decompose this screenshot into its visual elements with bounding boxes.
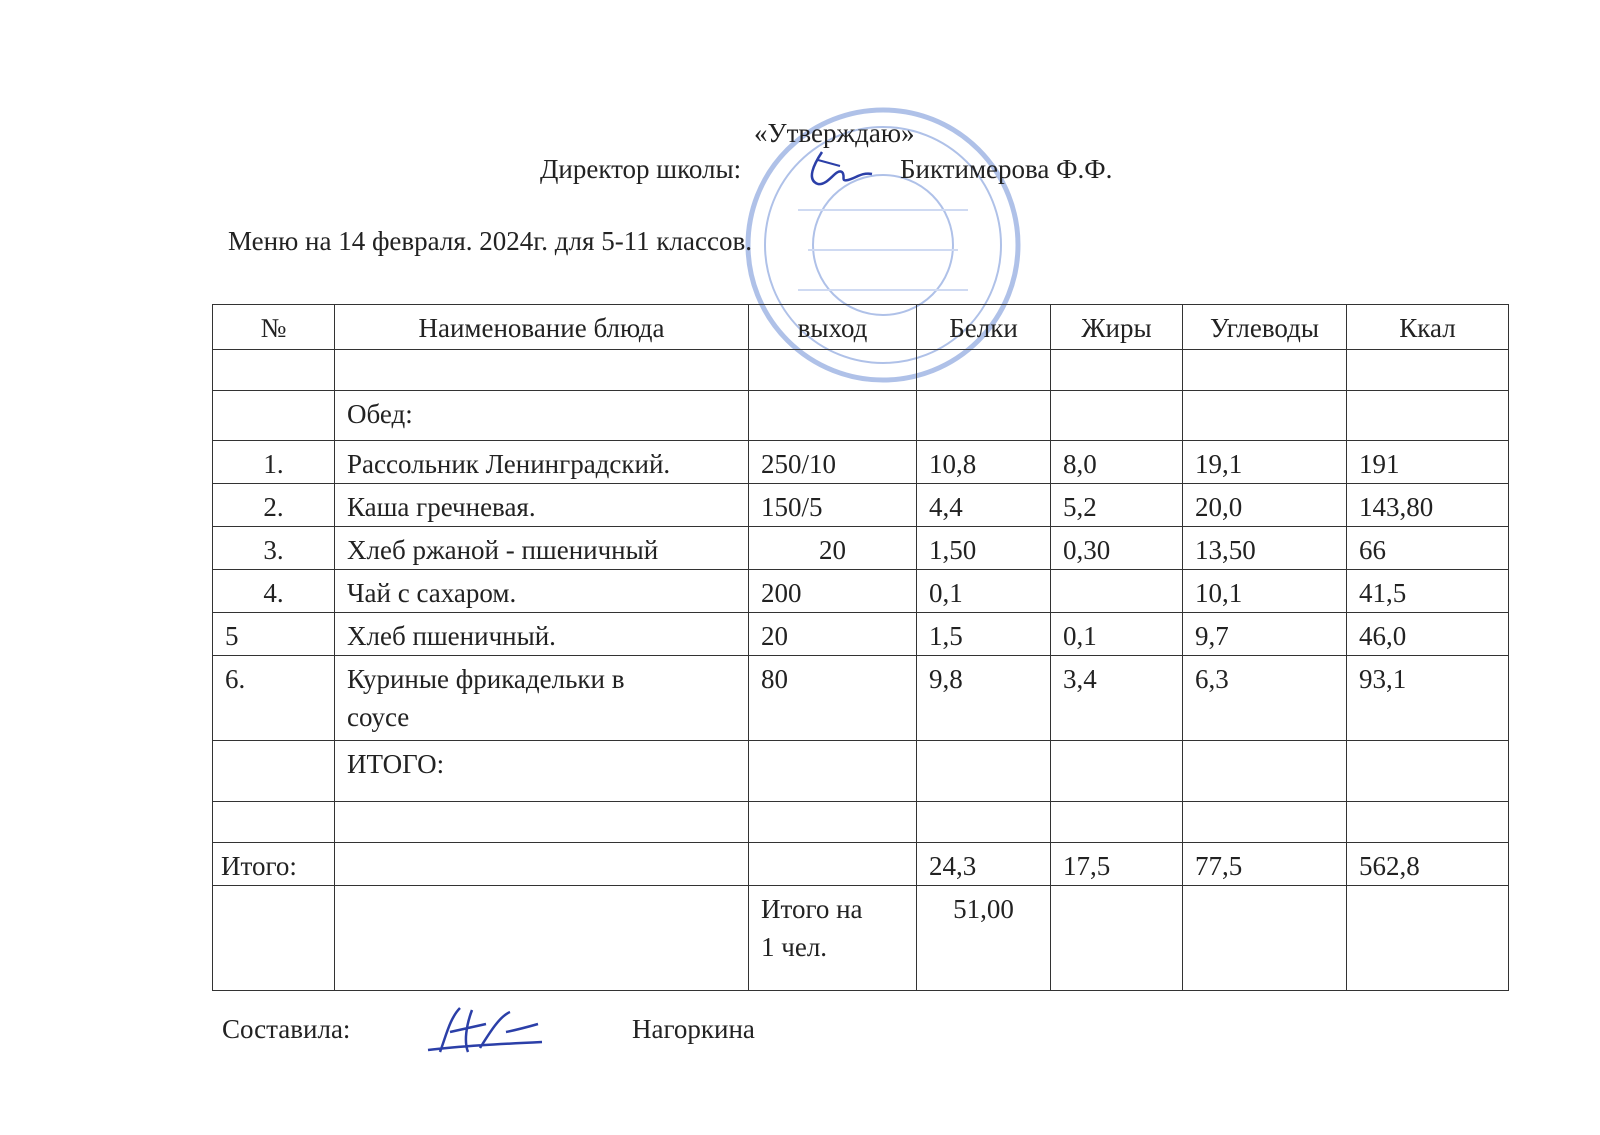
itogo-caps-row	[213, 741, 1509, 802]
col-header-number: №	[213, 305, 335, 350]
menu-title: Меню на 14 февраля. 2024г. для 5-11 классов.	[228, 226, 752, 256]
total-protein: 24,3	[917, 843, 1051, 886]
table-row: 5 Хлеб пшеничный. 20 1,5 0,1 9,7 46,0	[213, 613, 1509, 656]
per-person-row	[213, 886, 1509, 991]
composer-signature	[420, 1002, 550, 1060]
director-signature	[800, 148, 880, 194]
table-row: 4. Чай с сахаром. 200 0,1 10,1 41,5	[213, 570, 1509, 613]
col-header-dish-name: Наименование блюда	[335, 305, 749, 350]
table-row: 1. Рассольник Ленинградский. 250/10 10,8 8,0 19,1 191	[213, 441, 1509, 484]
col-header-fat: Жиры	[1051, 305, 1183, 350]
per-person-value: 51,00	[917, 886, 1051, 991]
per-person-label-line1: Итого на	[761, 894, 863, 924]
table-row: 2. Каша гречневая. 150/5 4,4 5,2 20,0 143,80	[213, 484, 1509, 527]
table-header-row	[213, 305, 1509, 350]
director-name: Биктимерова Ф.Ф.	[900, 154, 1113, 184]
composed-label: Составила:	[222, 1014, 351, 1044]
total-carbs: 77,5	[1183, 843, 1347, 886]
col-header-output: выход	[749, 305, 917, 350]
empty-row	[213, 802, 1509, 843]
col-header-kcal: Ккал	[1347, 305, 1509, 350]
section-label: Обед:	[335, 391, 749, 441]
col-header-carbs: Углеводы	[1183, 305, 1347, 350]
table-row: 3. Хлеб ржаной - пшеничный 20 1,50 0,30 13,50 66	[213, 527, 1509, 570]
itogo-caps-label: ИТОГО:	[335, 741, 749, 802]
section-row	[213, 391, 1509, 441]
total-row	[213, 843, 1509, 886]
director-label: Директор школы:	[540, 154, 742, 184]
table-row: 6. Куриные фрикадельки в соусе 80 9,8 3,4 6,3 93,1	[213, 656, 1509, 741]
approve-label: «Утверждаю»	[754, 118, 915, 148]
per-person-label-line2: 1 чел.	[761, 932, 828, 962]
col-header-protein: Белки	[917, 305, 1051, 350]
total-label: Итого:	[213, 843, 335, 886]
total-kcal: 562,8	[1347, 843, 1509, 886]
total-fat: 17,5	[1051, 843, 1183, 886]
composed-name: Нагоркина	[632, 1014, 755, 1044]
menu-table	[212, 304, 1509, 991]
empty-row	[213, 350, 1509, 391]
